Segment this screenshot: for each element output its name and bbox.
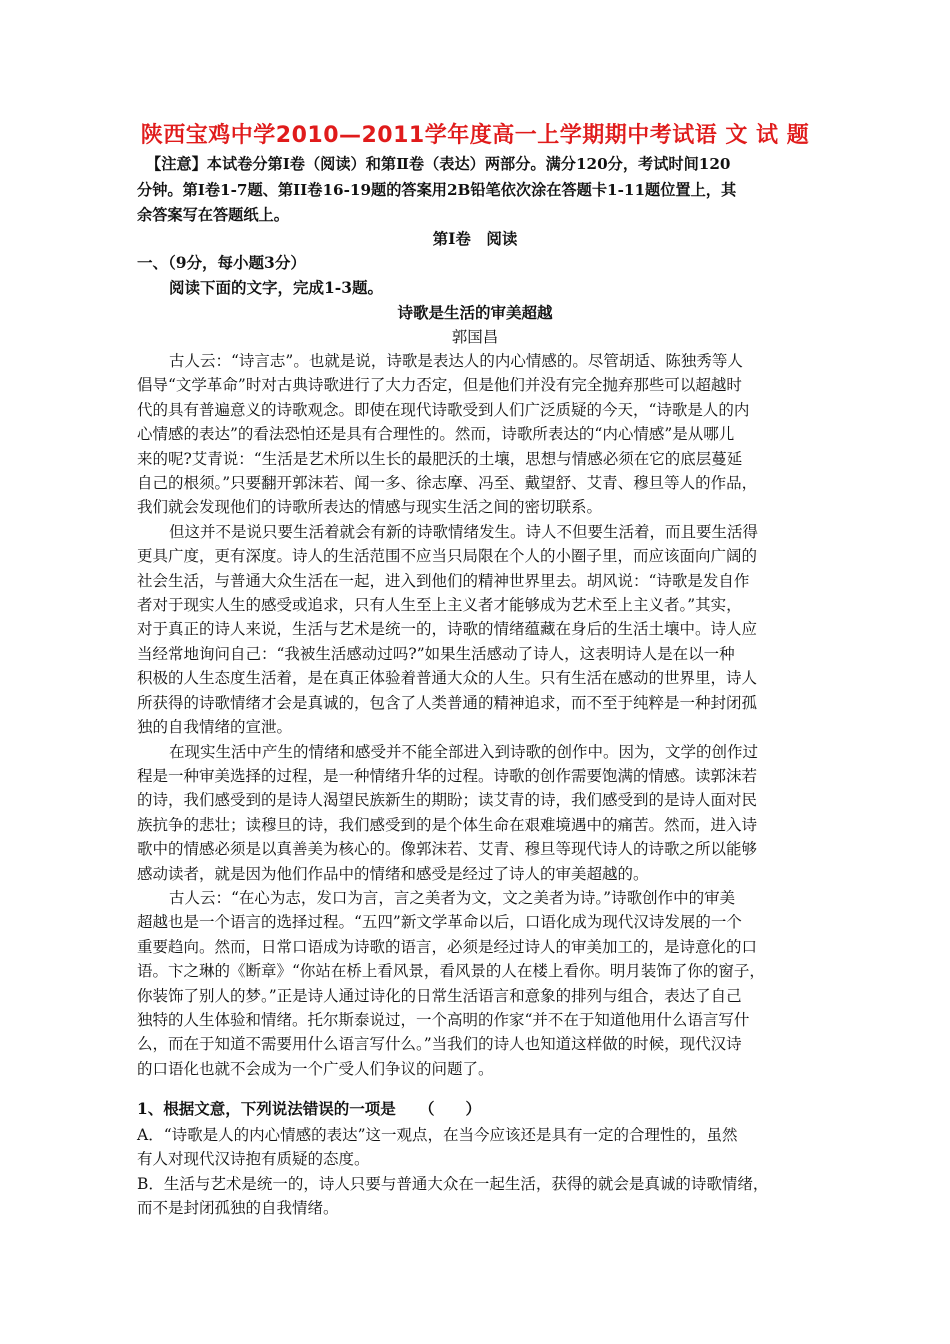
article-line: 对于真正的诗人来说，生活与艺术是统一的，诗歌的情绪蕴藏在身后的生活土壤中。诗人应 (137, 620, 758, 639)
article-line: 古人云：“诗言志”。也就是说，诗歌是表达人的内心情感的。尽管胡适、陈独秀等人 (169, 352, 743, 370)
notice-block (137, 152, 812, 229)
article-line: 但这并不是说只要生活着就会有新的诗歌情绪发生。诗人不但要生活着，而且要生活得 (169, 522, 759, 541)
article-line: 歌中的情感必须是以真善美为核心的。像郭沫若、艾青、穆旦等现代诗人的诗歌之所以能够 (137, 840, 758, 859)
article-line: 的口语化也就不会成为一个广受人们争议的问题了。 (137, 1059, 494, 1078)
article-line: 来的呢?艾青说：“生活是艺术所以生长的最肥沃的土壤，思想与情感必须在它的底层蔓延 (137, 449, 743, 468)
notice-line: 余答案写在答题纸上。 (137, 206, 289, 224)
option-a-line: A．“诗歌是人的内心情感的表达”这一观点，在当今应该还是具有一定的合理性的，虽然 (137, 1126, 738, 1144)
section-title: 第Ⅰ卷 阅读 (432, 229, 518, 248)
article-line: 社会生活，与普通大众生活在一起，进入到他们的精神世界里去。胡风说：“诗歌是发自作 (137, 571, 750, 590)
article-line: 独的自我情绪的宣泄。 (137, 718, 293, 737)
question-1: 1、根据文意，下列说法错误的一项是 （ ） (137, 1099, 482, 1118)
option-b-line: 而不是封闭孤独的自我情绪。 (137, 1199, 339, 1218)
question-options (137, 1123, 827, 1221)
article-line: 么，而在于知道不需要用什么语言写什么。”当我们的诗人也知道这样做的时候，现代汉诗 (137, 1035, 742, 1054)
article-line: 所获得的诗歌情绪才会是真诚的，包含了人类普通的精神追求，而不至于纯粹是一种封闭孤 (137, 693, 758, 712)
article-line: 古人云：“在心为志，发口为言，言之美者为文，文之美者为诗。”诗歌创作中的审美 (169, 888, 736, 907)
article-line: 超越也是一个语言的选择过程。“五四”新文学革命以后，口语化成为现代汉诗发展的一个 (137, 913, 742, 932)
article-line: 自己的根须。”只要翻开郭沫若、闻一多、徐志摩、冯至、戴望舒、艾青、穆旦等人的作品， (137, 474, 758, 493)
article-line: 更具广度，更有深度。诗人的生活范围不应当只局限在个人的小圈子里，而应该面向广阔的 (137, 547, 758, 566)
article-line: 独特的人生体验和情绪。托尔斯泰说过，一个高明的作家“并不在于知道他用什么语言写什 (137, 1010, 750, 1029)
article-body (137, 349, 827, 1081)
reading-instruction: 阅读下面的文字，完成1-3题。 (169, 278, 384, 297)
article-line: 心情感的表达”的看法恐怕还是具有合理性的。然而，诗歌所表达的“内心情感”是从哪儿 (137, 425, 735, 444)
exam-title: 陕西宝鸡中学2010—2011学年度高一上学期期中考试语 文 试 题 (140, 123, 810, 148)
article-line: 感动读者，就是因为他们作品中的情绪和感受是经过了诗人的审美超越的。 (137, 864, 649, 883)
article-line: 重要趋向。然而，日常口语成为诗歌的语言，必须是经过诗人的审美加工的，是诗意化的口 (137, 937, 758, 956)
option-b-line: B．生活与艺术是统一的，诗人只要与普通大众在一起生活，获得的就会是真诚的诗歌情绪， (137, 1174, 769, 1193)
article-title: 诗歌是生活的审美超越 (397, 303, 553, 322)
article-line: 族抗争的悲壮；读穆旦的诗，我们感受到的是个体生命在艰难境遇中的痛苦。然而，进入诗 (137, 815, 758, 834)
notice-line: 【注意】本试卷分第Ⅰ卷（阅读）和第Ⅱ卷（表达）两部分。满分120分，考试时间120 (146, 155, 731, 173)
article-line: 者对于现实人生的感受或追求，只有人生至上主义者才能够成为艺术至上主义者。”其实， (137, 596, 742, 615)
article-line: 我们就会发现他们的诗歌所表达的情感与现实生活之间的密切联系。 (137, 498, 603, 517)
notice-line: 分钟。第Ⅰ卷1-7题、第II卷16-19题的答案用2B铅笔依次涂在答题卡1-11题位置上，其 (137, 180, 737, 199)
article-line: 语。卞之琳的《断章》“你站在桥上看风景，看风景的人在楼上看你。明月装饰了你的窗子， (137, 962, 765, 981)
option-a-line: 有人对现代汉诗抱有质疑的态度。 (137, 1150, 370, 1169)
article-line: 的诗，我们感受到的是诗人渴望民族新生的期盼；读艾青的诗，我们感受到的是诗人面对民 (137, 791, 758, 810)
article-line: 当经常地询问自己：“我被生活感动过吗?”如果生活感动了诗人，这表明诗人是在以一种 (137, 644, 735, 663)
article-line: 程是一种审美选择的过程，是一种情绪升华的过程。诗歌的创作需要饱满的情感。读郭沫若 (137, 766, 758, 785)
article-line: 代的具有普遍意义的诗歌观念。即使在现代诗歌受到人们广泛质疑的今天，“诗歌是人的内 (137, 400, 750, 419)
part-one-heading: 一、（9分，每小题3分） (137, 253, 306, 272)
article-line: 在现实生活中产生的情绪和感受并不能全部进入到诗歌的创作中。因为，文学的创作过 (169, 742, 759, 761)
article-line: 倡导“文学革命”时对古典诗歌进行了大力否定，但是他们并没有完全抛弃那些可以超越时 (137, 376, 742, 395)
article-author: 郭国昌 (451, 328, 499, 346)
article-line: 你装饰了别人的梦。”正是诗人通过诗化的日常生活语言和意象的排列与组合，表达了自己 (137, 986, 742, 1005)
article-line: 积极的人生态度生活着，是在真正体验着普通大众的人生。只有生活在感动的世界里，诗人 (137, 669, 758, 688)
